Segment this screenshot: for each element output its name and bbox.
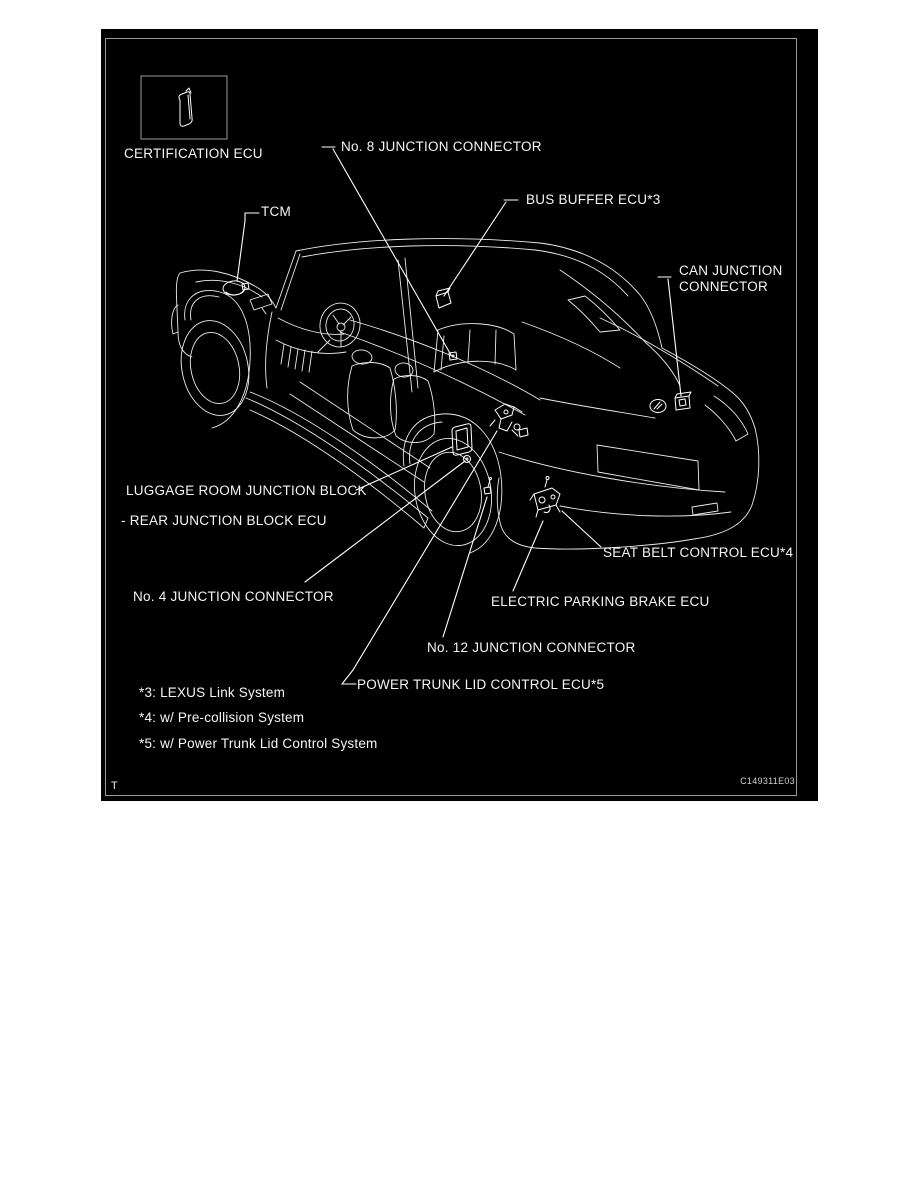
- label-no8-junction-connector: No. 8 JUNCTION CONNECTOR: [341, 139, 542, 154]
- certification-ecu-legend: [141, 76, 227, 139]
- label-can-junction-connector: [679, 263, 783, 295]
- lexus-emblem-icon: [650, 400, 666, 413]
- bus-buffer-ecu-icon: [436, 288, 451, 308]
- label-no12-junction-connector: No. 12 JUNCTION CONNECTOR: [427, 640, 636, 655]
- leader-seat-belt-ecu: [562, 511, 601, 547]
- footnote-3: *3: LEXUS Link System: [139, 685, 286, 700]
- label-bus-buffer-ecu: BUS BUFFER ECU*3: [526, 192, 661, 207]
- label-seat-belt-control-ecu: SEAT BELT CONTROL ECU*4: [603, 545, 794, 560]
- certification-ecu-icon: [179, 88, 192, 126]
- seat-belt-ecu-icon: [530, 477, 560, 518]
- figure-panel: [101, 29, 818, 801]
- label-can-junction-connector-line1: CAN JUNCTION: [679, 263, 783, 278]
- corner-marker: T: [111, 780, 118, 792]
- label-tcm: TCM: [261, 204, 291, 219]
- car-wireframe: [172, 239, 759, 553]
- tcm-icon: [222, 280, 249, 296]
- leader-electric-parking-brake-ecu: [513, 521, 543, 591]
- label-rear-junction-block-ecu: - REAR JUNCTION BLOCK ECU: [121, 513, 327, 528]
- figure-code: C149311E03: [740, 776, 795, 786]
- leader-luggage-room-junction-block: [356, 447, 452, 490]
- footnote-4: *4: w/ Pre-collision System: [139, 710, 305, 725]
- label-no4-junction-connector: No. 4 JUNCTION CONNECTOR: [133, 589, 334, 604]
- label-power-trunk-lid-control-ecu: POWER TRUNK LID CONTROL ECU*5: [357, 677, 605, 692]
- label-can-junction-connector-line2: CONNECTOR: [679, 279, 769, 294]
- label-electric-parking-brake-ecu: ELECTRIC PARKING BRAKE ECU: [491, 594, 710, 609]
- leader-tcm: [237, 213, 259, 281]
- legend-box: [141, 76, 227, 139]
- label-certification-ecu: CERTIFICATION ECU: [124, 146, 263, 161]
- power-trunk-lid-ecu-icon: [490, 404, 528, 437]
- can-junction-connector-icon: [675, 392, 691, 410]
- label-luggage-room-junction-block: LUGGAGE ROOM JUNCTION BLOCK: [126, 483, 367, 498]
- footnote-5: *5: w/ Power Trunk Lid Control System: [139, 736, 378, 751]
- leader-can-junction-connector: [658, 277, 681, 396]
- leader-no12-junction-connector: [443, 497, 487, 637]
- leader-no4-junction-connector: [305, 461, 465, 582]
